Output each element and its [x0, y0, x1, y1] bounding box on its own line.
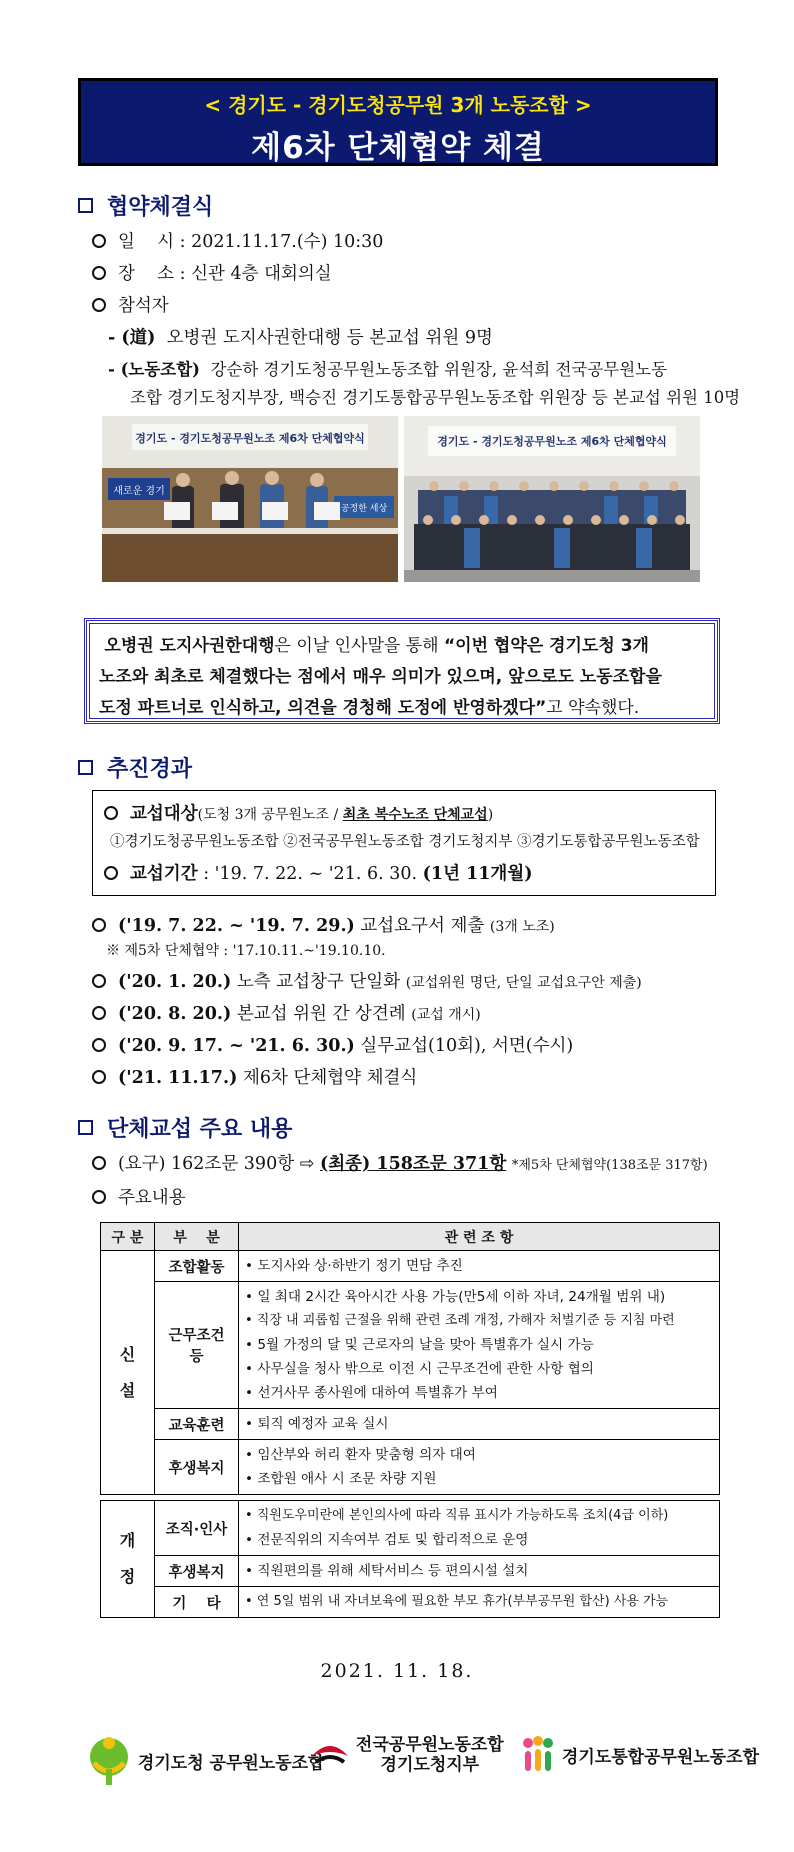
attendee-gov: - (道) 오병권 도지사권한대행 등 본교섭 위원 9명	[108, 328, 493, 348]
table-row	[101, 1587, 720, 1618]
square-bullet-icon	[78, 1120, 93, 1135]
table-cell: • 연 5일 범위 내 자녀보육에 필요한 부모 휴가(부부공무원 합산) 사용 가능	[239, 1587, 720, 1618]
table-header: 부 분	[155, 1223, 239, 1251]
negotiation-period: 교섭기간 : '19. 7. 22. ~ '21. 6. 30. (1년 11개월)	[104, 860, 533, 885]
banner-subtitle: < 경기도 - 경기도청공무원 3개 노동조합 >	[204, 93, 592, 117]
title-banner	[78, 78, 718, 166]
union-logo-1-mark	[86, 1735, 132, 1787]
category-new: 신 설	[101, 1251, 155, 1495]
progress-item-4: ('20. 9. 17. ~ '21. 6. 30.) 실무교섭(10회), 서면(수시)	[92, 1032, 573, 1057]
table-header: 관 련 조 항	[239, 1223, 720, 1251]
content-table	[100, 1222, 720, 1618]
negotiation-unions: ①경기도청공무원노동조합 ②전국공무원노동조합 경기도청지부 ③경기도통합공무원노동조합	[110, 834, 700, 850]
photo-signing	[102, 416, 398, 582]
table-cell: • 직원도우미란에 본인의사에 따라 직류 표시가 가능하도록 조치(4급 이하) • 전문직위의 지속여부 검토 및 합리적으로 운영	[239, 1501, 720, 1556]
progress-item-5: ('21. 11.17.) 제6차 단체협약 체결식	[92, 1064, 417, 1089]
article-count: (요구) 162조문 390항 ⇨ (최종) 158조문 371항 *제5차 단체협약(138조문 317항)	[92, 1150, 708, 1175]
ceremony-attendees: 참석자	[92, 292, 169, 317]
attendee-union-cont: 조합 경기도청지부장, 백승진 경기도통합공무원노동조합 위원장 등 본교섭 위원 10명	[130, 388, 741, 407]
circle-bullet-icon	[92, 1006, 106, 1020]
quote-box: 오병권 도지사권한대행은 이날 인사말을 통해 “이번 협약은 경기도청 3개 노조와 최초로 체결했다는 점에서 매우 의미가 있으며, 앞으로도 노동조합을 도정 파트너로 인식하고, 의견을 경청해 도정에 반영하겠다”고 약속했다.	[84, 618, 720, 724]
circle-bullet-icon	[92, 298, 106, 312]
svg-text:새로운 경기: 새로운 경기	[113, 486, 165, 497]
photo-group	[404, 416, 700, 582]
svg-text:공정한 세상: 공정한 세상	[340, 504, 388, 514]
table-cell: 조합활동	[155, 1251, 239, 1282]
table-row	[101, 1251, 720, 1282]
arrow-right-icon: ⇨	[299, 1154, 315, 1174]
union-logo-2: 전국공무원노동조합 경기도청지부	[310, 1735, 504, 1775]
circle-bullet-icon	[104, 806, 118, 820]
table-row	[101, 1501, 720, 1556]
square-bullet-icon	[78, 760, 93, 775]
square-bullet-icon	[78, 198, 93, 213]
table-cell: 조직·인사	[155, 1501, 239, 1556]
table-cell: • 퇴직 예정자 교육 실시	[239, 1409, 720, 1440]
table-row	[101, 1440, 720, 1495]
circle-bullet-icon	[92, 234, 106, 248]
progress-footnote: ※ 제5차 단체협약 : '17.10.11.~'19.10.10.	[106, 943, 386, 959]
table-cell: 교육훈련	[155, 1409, 239, 1440]
table-header-row	[101, 1223, 720, 1251]
table-row	[101, 1282, 720, 1409]
main-content-label: 주요내용	[92, 1184, 186, 1209]
circle-bullet-icon	[92, 1038, 106, 1052]
section-content-title: 단체교섭 주요 내용	[78, 1112, 292, 1143]
table-cell: 기 타	[155, 1587, 239, 1618]
table-row	[101, 1556, 720, 1587]
table-row	[101, 1409, 720, 1440]
table-cell: • 임산부와 허리 환자 맞춤형 의자 대여 • 조합원 애사 시 조문 차량 지원	[239, 1440, 720, 1495]
circle-bullet-icon	[92, 266, 106, 280]
ceremony-date: 일 시 : 2021.11.17.(수) 10:30	[92, 228, 383, 253]
table-cell: • 직원편의를 위해 세탁서비스 등 편의시설 설치	[239, 1556, 720, 1587]
table-cell: 후생복지	[155, 1556, 239, 1587]
progress-item-2: ('20. 1. 20.) 노측 교섭창구 단일화 (교섭위원 명단, 단일 교섭요구안 제출)	[92, 968, 642, 993]
union-logo-2-mark	[310, 1738, 350, 1772]
circle-bullet-icon	[92, 974, 106, 988]
section-ceremony-title: 협약체결식	[78, 190, 213, 221]
table-cell: 근무조건 등	[155, 1282, 239, 1409]
circle-bullet-icon	[92, 1190, 106, 1204]
document-date: 2021. 11. 18.	[320, 1660, 474, 1682]
circle-bullet-icon	[92, 1156, 106, 1170]
table-header: 구 분	[101, 1223, 155, 1251]
progress-item-1: ('19. 7. 22. ~ '19. 7. 29.) 교섭요구서 제출 (3개 노조)	[92, 912, 555, 937]
attendee-union: - (노동조합) 강순하 경기도청공무원노동조합 위원장, 윤석희 전국공무원노동	[108, 360, 668, 379]
circle-bullet-icon	[92, 918, 106, 932]
svg-text:경기도 - 경기도청공무원노조 제6차 단체협약식: 경기도 - 경기도청공무원노조 제6차 단체협약식	[135, 432, 365, 445]
union-logo-1: 경기도청 공무원노동조합	[86, 1735, 324, 1787]
table-cell: • 도지사와 상·하반기 정기 면담 추진	[239, 1251, 720, 1282]
circle-bullet-icon	[104, 866, 118, 880]
progress-item-3: ('20. 8. 20.) 본교섭 위원 간 상견례 (교섭 개시)	[92, 1000, 481, 1025]
negotiation-target: 교섭대상(도청 3개 공무원노조 / 최초 복수노조 단체교섭)	[104, 800, 493, 825]
ceremony-place: 장 소 : 신관 4층 대회의실	[92, 260, 332, 285]
table-cell: • 일 최대 2시간 육아시간 사용 가능(만5세 이하 자녀, 24개월 범위 내) • 직장 내 괴롭힘 근절을 위해 관련 조례 개정, 가해자 처벌기준 등 지침 마련 • 5월 가정의 달 및 근로자의 날을 맞아 특별휴가 실시 가능 • 사무실을 청사 밖으로 이전 시 근무조건에 관한 사항 협의 • 선거사무 종사원에 대하여 특별휴가 부여	[239, 1282, 720, 1409]
table-cell: 후생복지	[155, 1440, 239, 1495]
banner-title: 제6차 단체협약 체결	[251, 130, 545, 166]
section-progress-title: 추진경과	[78, 752, 192, 783]
category-revised: 개 정	[101, 1501, 155, 1618]
circle-bullet-icon	[92, 1070, 106, 1084]
union-logo-3-mark	[520, 1735, 556, 1775]
svg-text:경기도 - 경기도청공무원노조 제6차 단체협약식: 경기도 - 경기도청공무원노조 제6차 단체협약식	[437, 435, 667, 448]
union-logo-3: 경기도통합공무원노동조합	[520, 1735, 759, 1775]
